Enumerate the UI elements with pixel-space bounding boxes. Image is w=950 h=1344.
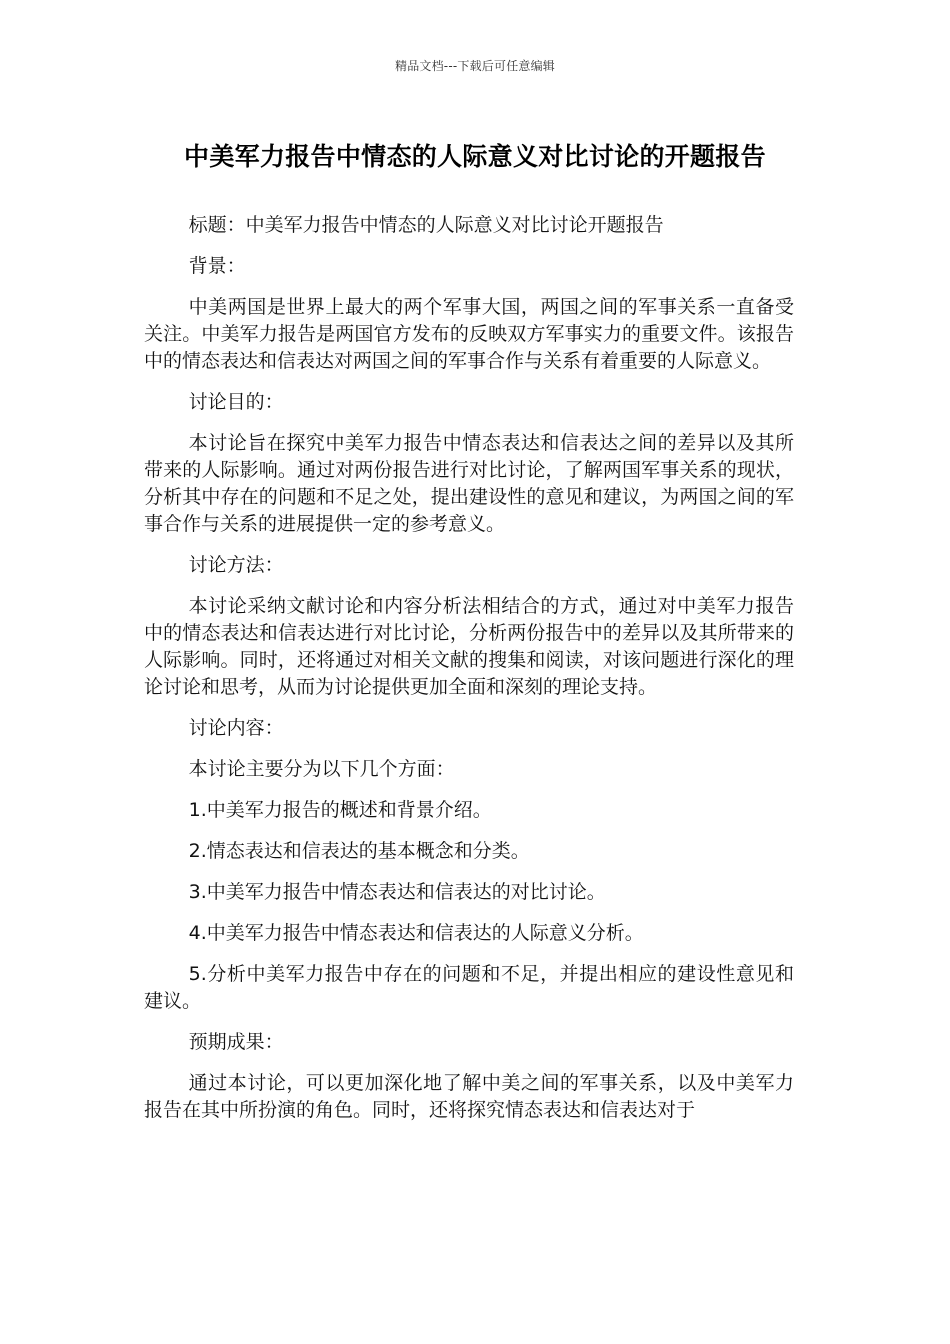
paragraph-expected-results: 通过本讨论，可以更加深化地了解中美之间的军事关系，以及中美军力报告在其中所扮演的角色。同时，还将探究情态表达和信表达对于	[144, 1072, 794, 1121]
heading-expected-results: 预期成果：	[188, 1031, 284, 1053]
heading-purpose: 讨论目的：	[188, 391, 284, 413]
document-body	[144, 212, 794, 1138]
list-item-5: 5.分析中美军力报告中存在的问题和不足，并提出相应的建设性意见和建议。	[144, 963, 794, 1012]
paragraph-title-line: 标题：中美军力报告中情态的人际意义对比讨论开题报告	[188, 214, 664, 236]
list-item-3: 3.中美军力报告中情态表达和信表达的对比讨论。	[188, 881, 606, 903]
heading-method: 讨论方法：	[188, 554, 284, 576]
header-note: 精品文档---下载后可任意编辑	[395, 59, 555, 73]
paragraph-purpose: 本讨论旨在探究中美军力报告中情态表达和信表达之间的差异以及其所带来的人际影响。通过对两份报告进行对比讨论，了解两国军事关系的现状，分析其中存在的问题和不足之处，提出建设性的意见和建议，为两国之间的军事合作与关系的进展提供一定的参考意义。	[144, 432, 794, 535]
heading-background: 背景：	[188, 255, 246, 277]
heading-content: 讨论内容：	[188, 717, 284, 739]
paragraph-method: 本讨论采纳文献讨论和内容分析法相结合的方式，通过对中美军力报告中的情态表达和信表达进行对比讨论，分析两份报告中的差异以及其所带来的人际影响。同时，还将通过对相关文献的搜集和阅读，对该问题进行深化的理论讨论和思考，从而为讨论提供更加全面和深刻的理论支持。	[144, 595, 794, 698]
list-item-1: 1.中美军力报告的概述和背景介绍。	[188, 799, 492, 821]
paragraph-content-intro: 本讨论主要分为以下几个方面：	[188, 758, 455, 780]
list-item-4: 4.中美军力报告中情态表达和信表达的人际意义分析。	[188, 922, 644, 944]
paragraph-background: 中美两国是世界上最大的两个军事大国，两国之间的军事关系一直备受关注。中美军力报告是两国官方发布的反映双方军事实力的重要文件。该报告中的情态表达和信表达对两国之间的军事合作与关系有着重要的人际意义。	[144, 296, 794, 372]
list-item-2: 2.情态表达和信表达的基本概念和分类。	[188, 840, 530, 862]
document-title: 中美军力报告中情态的人际意义对比讨论的开题报告	[184, 142, 766, 171]
